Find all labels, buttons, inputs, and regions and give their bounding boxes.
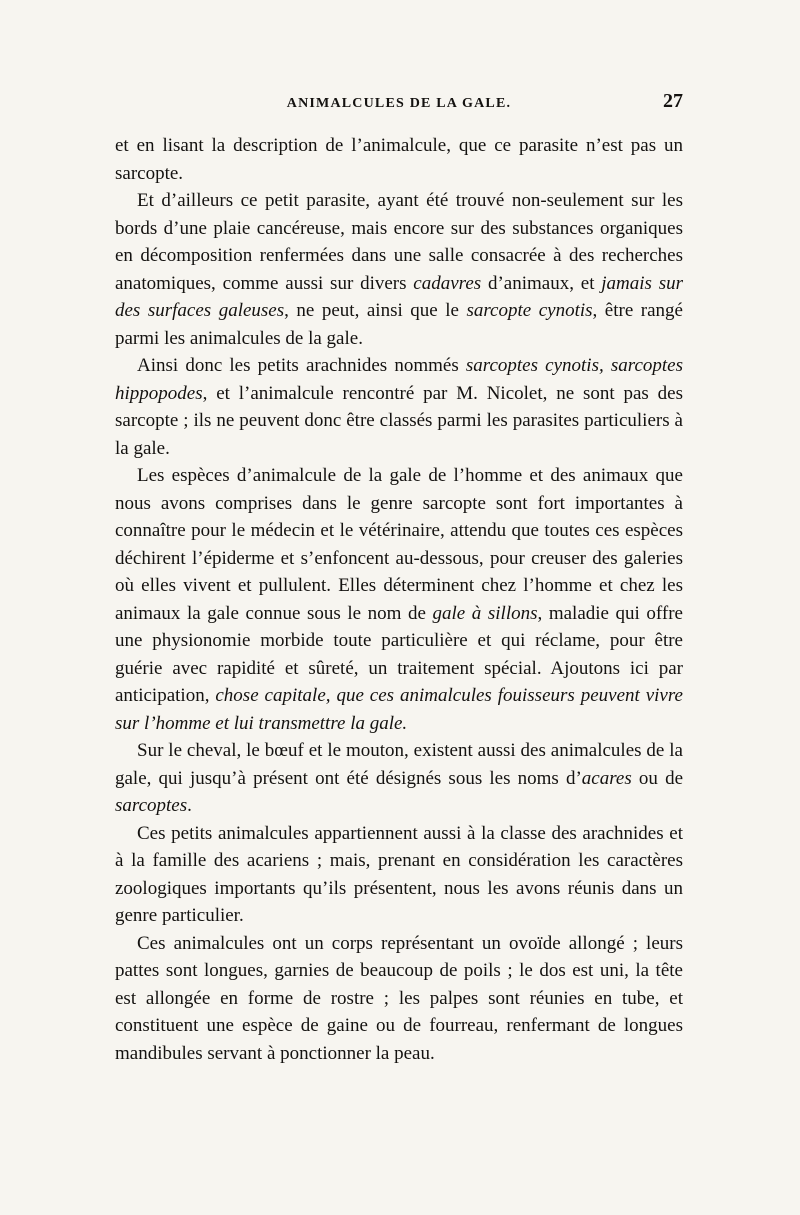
text-run: , maladie qui offre une physionomie morbide toute particulière et qui réclame, pour être guérie avec rapidité et sûreté, un traitement spécial. Ajoutons ici par anticipation, [115,602,683,706]
italic-text: cadavres [413,272,482,294]
text-run: et en lisant la description de l’animalcule, que ce parasite n’est pas un sarcopte. [115,135,683,184]
italic-text: gale à sillons [432,602,538,624]
running-head [115,88,683,118]
text-run: Ainsi donc les petits arachnides nommés [137,355,466,376]
paragraph [115,187,683,352]
book-page [115,88,683,1067]
italic-text: sarcoptes [115,795,188,816]
italic-text: jamais sur des surfaces galeuses [115,272,684,321]
body-text [115,132,683,1067]
italic-text: acares [581,767,632,789]
italic-text: chose capitale, que ces animalcules fouisseurs peuvent vivre sur l’homme et lui transmettre la gale. [115,685,683,734]
text-run: Et d’ailleurs ce petit parasite, ayant été trouvé non-seulement sur les bords d’une plaie cancéreuse, mais encore sur des substances organiques en décomposition renfermées dans une salle consacrée à des recherches anatomiques, comme aussi sur divers [115,190,683,294]
italic-text: sarcoptes cynotis, sarcoptes hippopodes [115,355,683,404]
text-run: Sur le cheval, le bœuf et le mouton, existent aussi des animalcules de la gale, qui jusqu’à présent ont été désignés sous les noms d’ [115,740,683,789]
paragraph [115,820,683,930]
text-run: Ces animalcules ont un corps représentant un ovoïde allongé ; leurs pattes sont longues, garnies de beaucoup de poils ; le dos est uni, la tête est allongée en forme de rostre ; les palpes sont réunies en tube, et constituent une espèce de gaine ou de fourreau, renfermant de longues mandibules servant à ponctionner la peau. [115,932,683,1064]
italic-text: sarcopte cynotis [466,300,593,321]
paragraph [115,930,683,1068]
text-run: d’animaux, et [481,272,602,294]
page-number: 27 [663,90,683,112]
text-run: ou de [631,767,683,789]
running-title: ANIMALCULES DE LA GALE. [286,96,512,111]
text-run: , être rangé parmi les animalcules de la gale. [115,300,683,349]
text-run: , et l’animalcule rencontré par M. Nicolet, ne sont pas des sarcopte ; ils ne peuvent donc être classés parmi les parasites particuliers à la gale. [115,382,683,459]
text-run: Les espèces d’animalcule de la gale de l’homme et des animaux que nous avons comprises dans le genre sarcopte sont fort importantes à connaître pour le médecin et le vétérinaire, attendu que toutes ces espèces déchirent l’épiderme et s’enfoncent au-dessous, pour creuser des galeries où elles vivent et pullulent. Elles déterminent chez l’homme et chez les animaux la gale connue sous le nom de [115,465,683,624]
text-run: , ne peut, ainsi que le [284,300,467,321]
paragraph [115,462,683,737]
text-run: . [187,795,192,816]
paragraph [115,737,683,820]
paragraph [115,132,683,187]
paragraph [115,352,683,462]
text-run: Ces petits animalcules appartiennent aussi à la classe des arachnides et à la famille des acariens ; mais, prenant en considération les caractères zoologiques importants qu’ils présentent, nous les avons réunis dans un genre particulier. [115,822,683,926]
